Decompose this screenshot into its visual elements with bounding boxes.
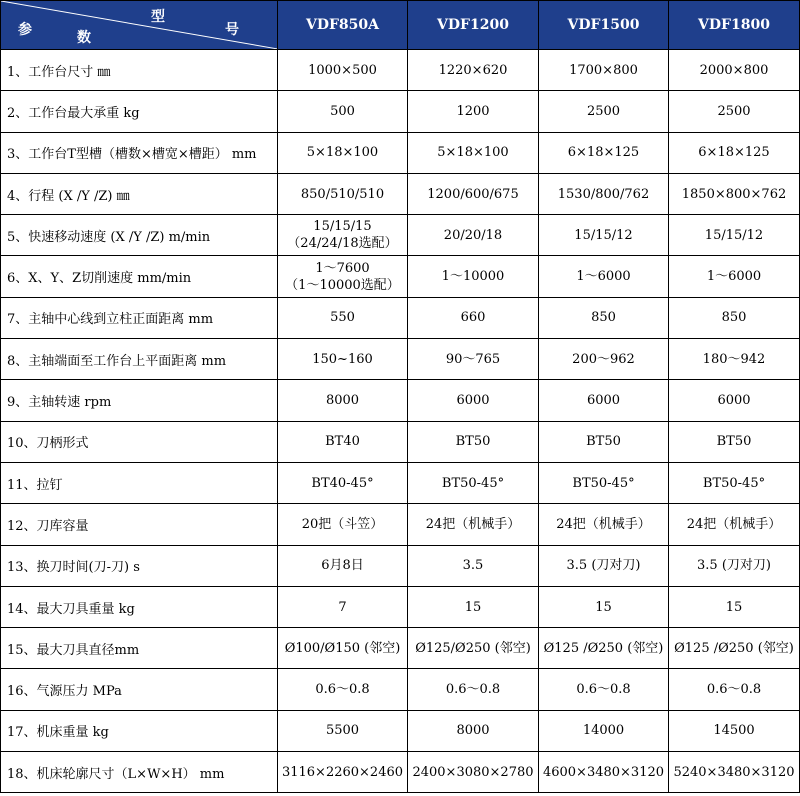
spec-row	[1, 339, 800, 380]
spec-value: Ø125/Ø250 (邻空)	[408, 628, 539, 669]
spec-value: BT50	[408, 421, 539, 462]
spec-row	[1, 421, 800, 462]
spec-value: 15/15/12	[539, 215, 669, 256]
spec-value: 15	[408, 586, 539, 627]
spec-label: 11、拉钉	[1, 462, 278, 503]
spec-value: 5240×3480×3120	[669, 752, 800, 793]
spec-value: Ø100/Ø150 (邻空)	[278, 628, 408, 669]
spec-label: 2、工作台最大承重 kg	[1, 91, 278, 132]
spec-value: 850	[539, 297, 669, 338]
spec-value: 0.6～0.8	[278, 669, 408, 710]
spec-value: 1～6000	[669, 256, 800, 297]
header-row	[1, 1, 800, 50]
spec-label: 17、机床重量 kg	[1, 710, 278, 751]
spec-value: 14500	[669, 710, 800, 751]
spec-value: 0.6～0.8	[539, 669, 669, 710]
spec-value: 6×18×125	[669, 132, 800, 173]
spec-label: 3、工作台T型槽（槽数×槽宽×槽距） mm	[1, 132, 278, 173]
spec-value: 0.6～0.8	[669, 669, 800, 710]
spec-row	[1, 710, 800, 751]
spec-label: 9、主轴转速 rpm	[1, 380, 278, 421]
spec-value: 3.5 (刀对刀)	[669, 545, 800, 586]
spec-row	[1, 256, 800, 297]
spec-value: Ø125 /Ø250 (邻空)	[669, 628, 800, 669]
spec-value: 8000	[278, 380, 408, 421]
spec-value: 3.5 (刀对刀)	[539, 545, 669, 586]
spec-label: 16、气源压力 MPa	[1, 669, 278, 710]
spec-value: 6000	[669, 380, 800, 421]
model-header-vdf850a: VDF850A	[278, 1, 408, 50]
spec-label: 12、刀库容量	[1, 504, 278, 545]
spec-value: 2500	[539, 91, 669, 132]
spec-value: 1700×800	[539, 50, 669, 91]
spec-row	[1, 215, 800, 256]
spec-table-body	[1, 50, 800, 793]
spec-value: 1850×800×762	[669, 173, 800, 214]
spec-row	[1, 173, 800, 214]
model-header-vdf1800: VDF1800	[669, 1, 800, 50]
spec-row	[1, 752, 800, 793]
model-header-vdf1500: VDF1500	[539, 1, 669, 50]
spec-value: 500	[278, 91, 408, 132]
spec-row	[1, 586, 800, 627]
spec-value: BT50	[539, 421, 669, 462]
spec-row	[1, 669, 800, 710]
spec-value: 1～10000	[408, 256, 539, 297]
spec-value: BT40	[278, 421, 408, 462]
spec-value: 7	[278, 586, 408, 627]
spec-value: 5×18×100	[408, 132, 539, 173]
spec-label: 5、快速移动速度 (X /Y /Z) m/min	[1, 215, 278, 256]
spec-value: 850/510/510	[278, 173, 408, 214]
header-corner-cell	[1, 1, 278, 50]
spec-value: BT50-45°	[539, 462, 669, 503]
spec-value: 550	[278, 297, 408, 338]
spec-label: 1、工作台尺寸 ㎜	[1, 50, 278, 91]
spec-value: 150~160	[278, 339, 408, 380]
spec-value: 24把（机械手）	[539, 504, 669, 545]
corner-label-xing: 型	[151, 9, 165, 25]
spec-value: 15/15/15 （24/24/18选配）	[278, 215, 408, 256]
spec-row	[1, 297, 800, 338]
spec-value: 660	[408, 297, 539, 338]
spec-value: 3116×2260×2460	[278, 752, 408, 793]
spec-row	[1, 628, 800, 669]
spec-row	[1, 504, 800, 545]
corner-label-hao: 号	[225, 22, 239, 38]
spec-value: 1200/600/675	[408, 173, 539, 214]
spec-value: 5×18×100	[278, 132, 408, 173]
spec-value: 200～962	[539, 339, 669, 380]
spec-value: 180～942	[669, 339, 800, 380]
spec-value: 5500	[278, 710, 408, 751]
spec-value: 2000×800	[669, 50, 800, 91]
spec-value: Ø125 /Ø250 (邻空)	[539, 628, 669, 669]
spec-value: 24把（机械手）	[669, 504, 800, 545]
spec-value: 6000	[539, 380, 669, 421]
spec-label: 15、最大刀具直径mm	[1, 628, 278, 669]
spec-label: 18、机床轮廓尺寸（L×W×H） mm	[1, 752, 278, 793]
corner-label-can: 参	[18, 22, 32, 38]
spec-label: 6、X、Y、Z切削速度 mm/min	[1, 256, 278, 297]
spec-row	[1, 545, 800, 586]
spec-value: BT40-45°	[278, 462, 408, 503]
spec-value: 1000×500	[278, 50, 408, 91]
spec-value: 1～7600 （1～10000选配）	[278, 256, 408, 297]
spec-row	[1, 462, 800, 503]
spec-value: 2500	[669, 91, 800, 132]
spec-value: 6月8日	[278, 545, 408, 586]
spec-value: 850	[669, 297, 800, 338]
corner-label-shu: 数	[77, 30, 91, 46]
spec-value: 20/20/18	[408, 215, 539, 256]
spec-value: 1220×620	[408, 50, 539, 91]
spec-value: BT50-45°	[408, 462, 539, 503]
spec-label: 14、最大刀具重量 kg	[1, 586, 278, 627]
spec-value: 1530/800/762	[539, 173, 669, 214]
spec-label: 4、行程 (X /Y /Z) ㎜	[1, 173, 278, 214]
spec-label: 8、主轴端面至工作台上平面距离 mm	[1, 339, 278, 380]
spec-value: BT50-45°	[669, 462, 800, 503]
spec-value: 90～765	[408, 339, 539, 380]
spec-value: 14000	[539, 710, 669, 751]
model-header-vdf1200: VDF1200	[408, 1, 539, 50]
spec-value: 15/15/12	[669, 215, 800, 256]
spec-label: 13、换刀时间(刀-刀) s	[1, 545, 278, 586]
spec-value: BT50	[669, 421, 800, 462]
spec-value: 20把（斗笠）	[278, 504, 408, 545]
spec-row	[1, 91, 800, 132]
spec-row	[1, 50, 800, 91]
spec-value: 15	[539, 586, 669, 627]
spec-value: 6000	[408, 380, 539, 421]
spec-value: 0.6～0.8	[408, 669, 539, 710]
spec-value: 3.5	[408, 545, 539, 586]
spec-label: 10、刀柄形式	[1, 421, 278, 462]
spec-value: 6×18×125	[539, 132, 669, 173]
spec-row	[1, 132, 800, 173]
spec-value: 8000	[408, 710, 539, 751]
spec-value: 1200	[408, 91, 539, 132]
spec-value: 1～6000	[539, 256, 669, 297]
spec-value: 2400×3080×2780	[408, 752, 539, 793]
spec-row	[1, 380, 800, 421]
spec-value: 4600×3480×3120	[539, 752, 669, 793]
spec-value: 24把（机械手）	[408, 504, 539, 545]
spec-label: 7、主轴中心线到立柱正面距离 mm	[1, 297, 278, 338]
spec-value: 15	[669, 586, 800, 627]
